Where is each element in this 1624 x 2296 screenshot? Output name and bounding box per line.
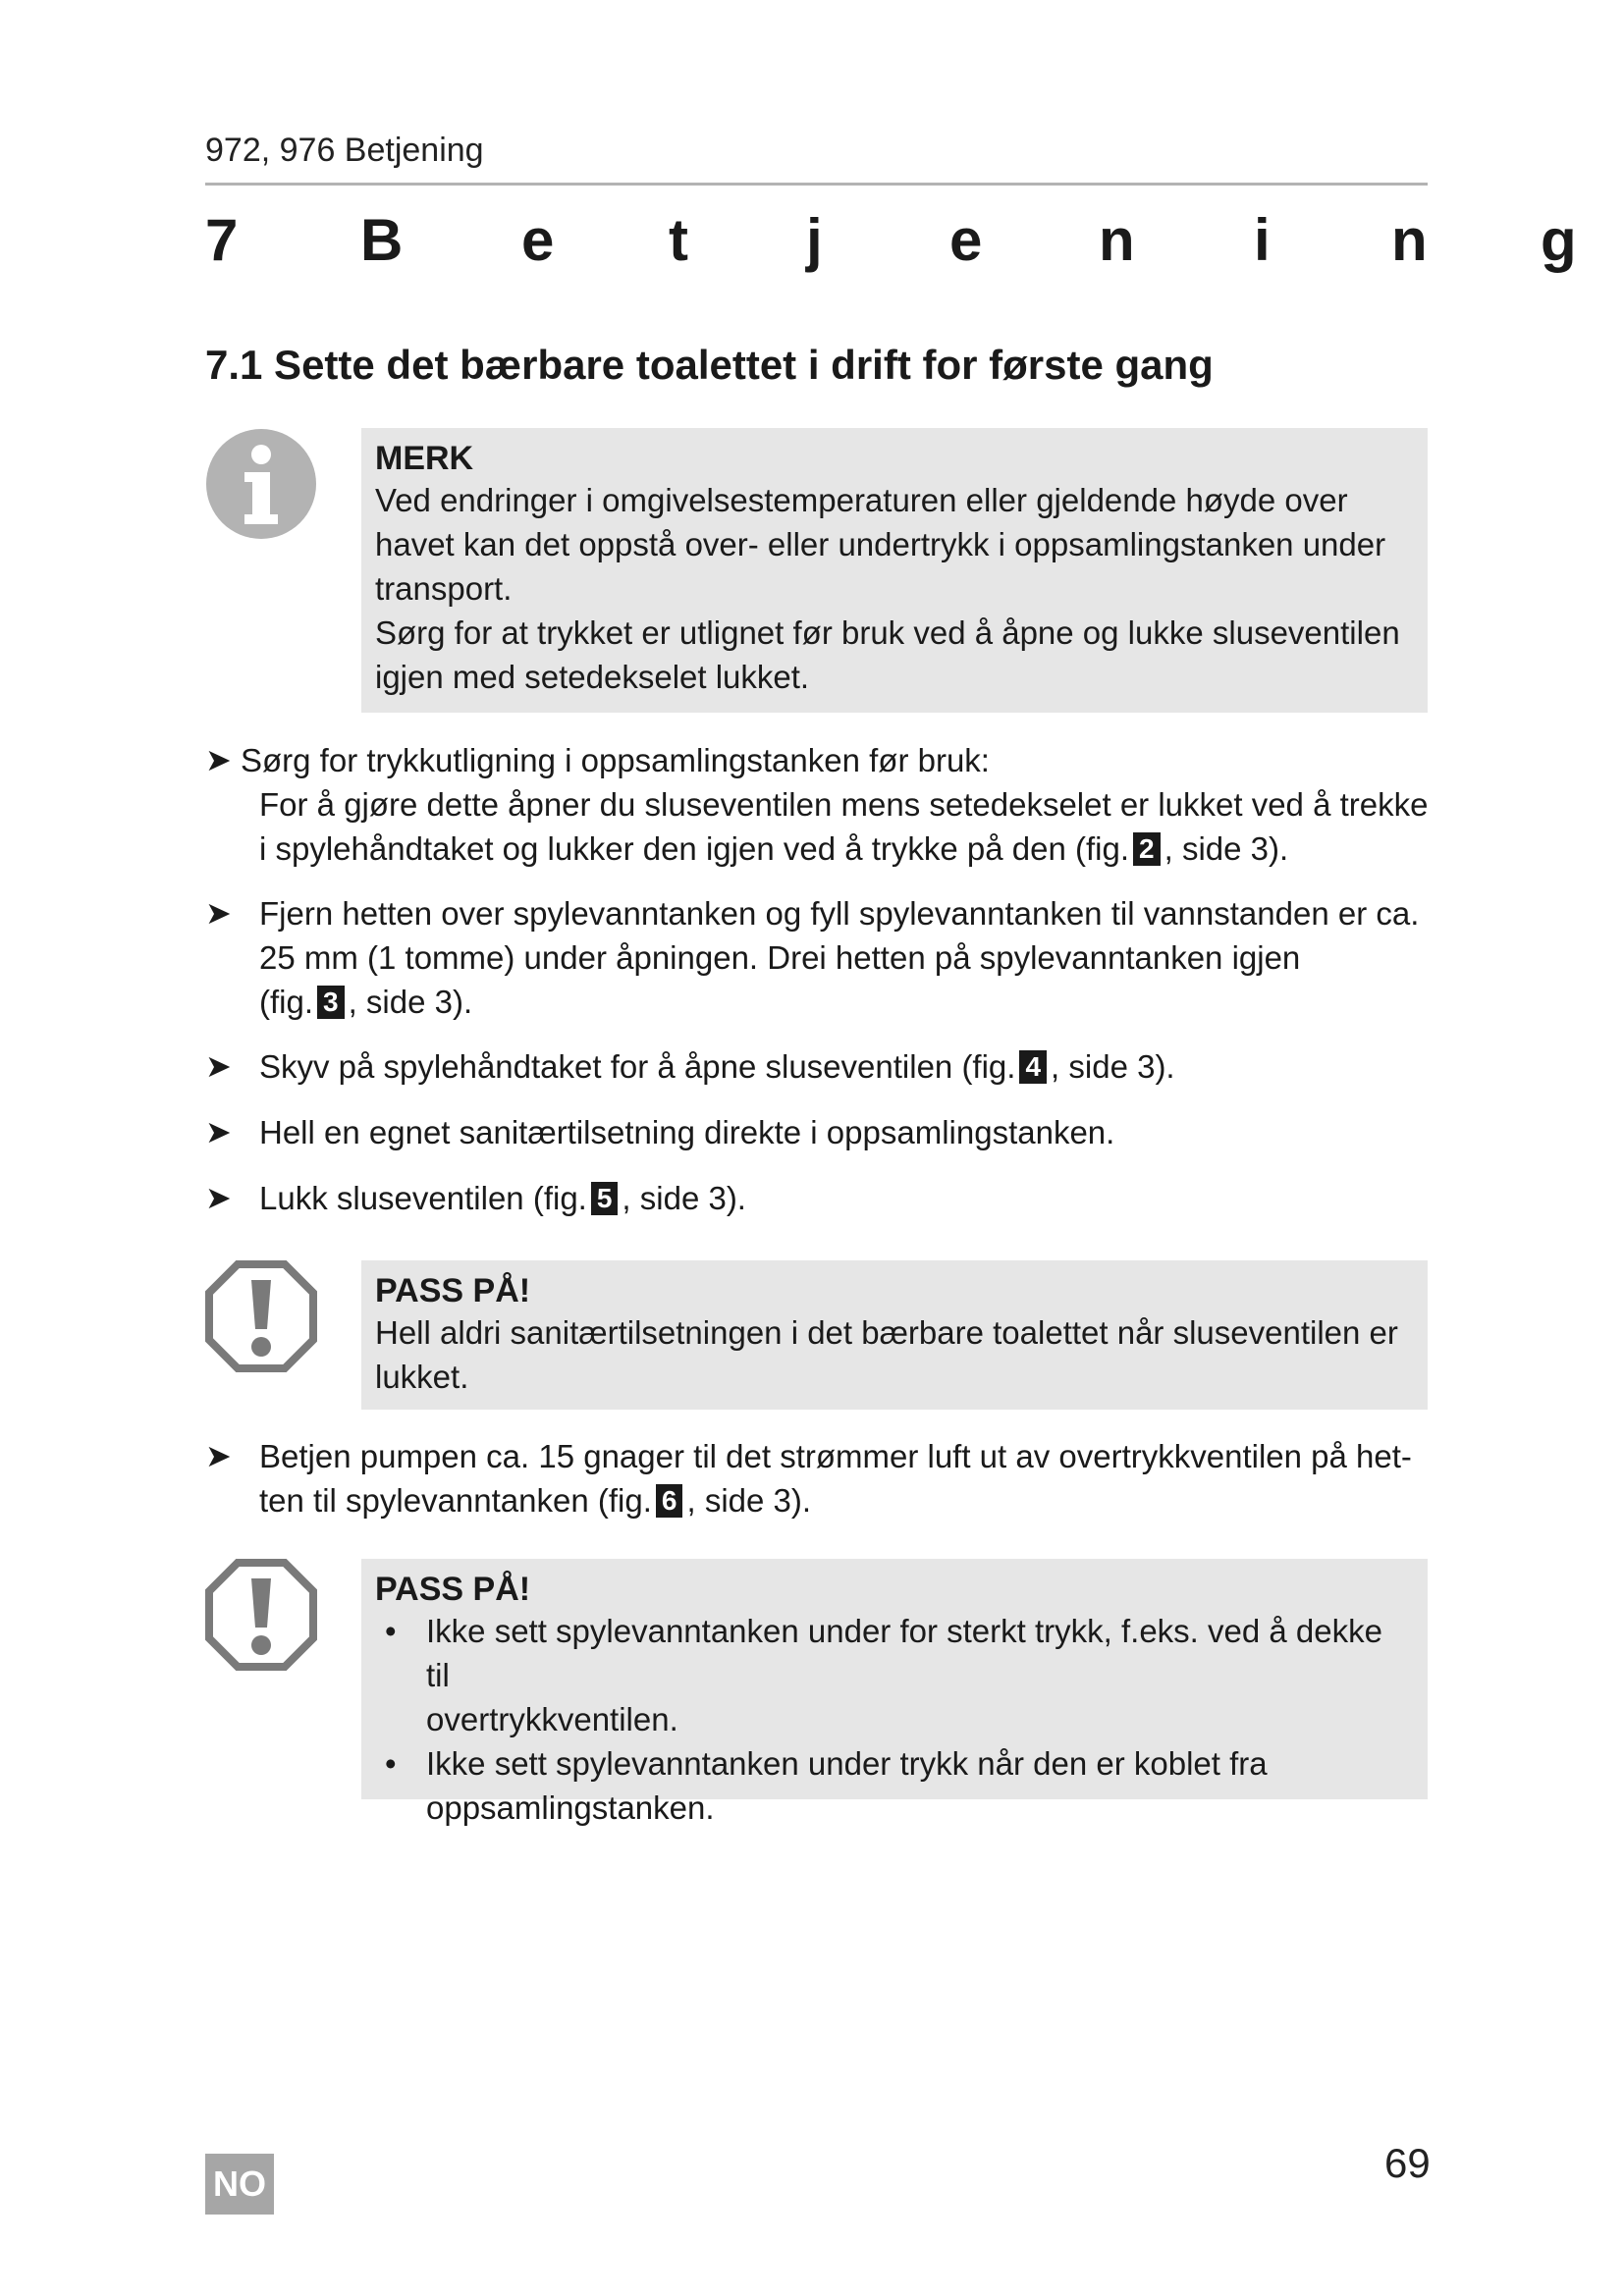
language-badge: NO xyxy=(205,2154,274,2215)
step-text: Sørg for trykkutligning i oppsamlingstanken før bruk: xyxy=(241,742,990,778)
step-text: Fjern hetten over spylevanntanken og fyll spylevanntanken til vannstanden er ca. xyxy=(259,895,1420,932)
step-text-segment: , side 3). xyxy=(1164,830,1289,867)
running-header: 972, 976 Betjening xyxy=(205,132,484,169)
chapter-letter: n xyxy=(1391,207,1428,273)
section-title: 7.1 Sette det bærbare toalettet i drift for første gang xyxy=(205,342,1214,388)
chapter-letter: e xyxy=(521,207,555,273)
figure-ref-badge: 3 xyxy=(317,986,345,1019)
step-text-segment: , side 3). xyxy=(348,984,473,1020)
arrow-icon: ➤ xyxy=(205,895,232,931)
note-line: Ved endringer i omgivelsestemperaturen eller gjeldende høyde over xyxy=(375,482,1348,518)
warning-line: lukket. xyxy=(375,1359,469,1395)
step-item xyxy=(205,1434,1442,1522)
note-line: Sørg for at trykket er utlignet før bruk ved å åpne og lukke sluseventilen xyxy=(375,614,1400,651)
chapter-letter: i xyxy=(1254,207,1271,273)
note-line: havet kan det oppstå over- eller undertrykk i oppsamlingstanken under xyxy=(375,526,1386,562)
step-text xyxy=(259,980,1442,1024)
chapter-letter: j xyxy=(806,207,823,273)
warning-list xyxy=(375,1609,1414,1830)
note-line: transport. xyxy=(375,570,513,607)
chapter-title xyxy=(205,206,1580,275)
step-text: Hell en egnet sanitærtilsetning direkte i oppsamlingstanken. xyxy=(259,1114,1115,1150)
warning-box xyxy=(361,1260,1428,1410)
note-heading: MERK xyxy=(375,440,474,477)
step-text-segment: , side 3). xyxy=(686,1482,812,1519)
step-item xyxy=(205,891,1442,1024)
chapter-title-letters xyxy=(205,206,1580,275)
warning-heading: PASS PÅ! xyxy=(375,1571,531,1608)
arrow-icon: ➤ xyxy=(205,1180,232,1215)
chapter-letter: t xyxy=(669,207,688,273)
step-text-segment: Skyv på spylehåndtaket for å åpne sluseventilen (fig. xyxy=(259,1048,1016,1085)
chapter-number: 7 xyxy=(205,207,239,273)
step-text xyxy=(259,827,1442,871)
figure-ref-badge: 4 xyxy=(1019,1050,1047,1084)
warning-line: • Ikke sett spylevanntanken under trykk når den er koblet fra xyxy=(426,1745,1268,1782)
step-text-segment: Lukk sluseventilen (fig. xyxy=(259,1180,587,1216)
figure-ref-badge: 5 xyxy=(591,1182,619,1215)
header-divider xyxy=(205,183,1428,186)
warning-list-item xyxy=(375,1741,1414,1830)
warning-line: overtrykkventilen. xyxy=(426,1701,678,1737)
warning-text xyxy=(375,1310,1414,1399)
chapter-letter: B xyxy=(360,207,404,273)
step-item xyxy=(205,738,1442,871)
warning-line: • Ikke sett spylevanntanken under for sterkt trykk, f.eks. ved å dekke til xyxy=(426,1613,1382,1693)
step-text-segment: ten til spylevanntanken (fig. xyxy=(259,1482,652,1519)
step-text: For å gjøre dette åpner du sluseventilen mens setedekselet er lukket ved å trekke xyxy=(259,786,1429,823)
warning-line: Hell aldri sanitærtilsetningen i det bærbare toalettet når sluseventilen er xyxy=(375,1314,1398,1351)
chapter-letter: g xyxy=(1541,207,1577,273)
warning-line: oppsamlingstanken. xyxy=(426,1789,715,1826)
note-line: igjen med setedekselet lukket. xyxy=(375,659,810,695)
warning-heading: PASS PÅ! xyxy=(375,1272,531,1309)
warning-icon xyxy=(205,1260,317,1372)
step-text xyxy=(259,1176,1442,1220)
step-text: Betjen pumpen ca. 15 gnager til det strømmer luft ut av overtrykkventilen på het- xyxy=(259,1438,1412,1474)
page-number: 69 xyxy=(1384,2140,1431,2186)
step-text-segment: , side 3). xyxy=(622,1180,746,1216)
step-item xyxy=(205,1044,1442,1089)
step-item xyxy=(205,1110,1442,1154)
arrow-icon: ➤ xyxy=(205,742,232,777)
arrow-icon: ➤ xyxy=(205,1048,232,1084)
chapter-letter: n xyxy=(1099,207,1135,273)
figure-ref-badge: 2 xyxy=(1133,832,1161,866)
arrow-icon: ➤ xyxy=(205,1438,232,1473)
step-item xyxy=(205,1176,1442,1220)
arrow-icon: ➤ xyxy=(205,1114,232,1149)
info-icon xyxy=(205,428,317,540)
step-text xyxy=(259,1044,1442,1089)
warning-list-item xyxy=(375,1609,1414,1741)
step-text-segment: (fig. xyxy=(259,984,314,1020)
warning-box xyxy=(361,1559,1428,1826)
step-text: 25 mm (1 tomme) under åpningen. Drei hetten på spylevanntanken igjen xyxy=(259,939,1301,976)
step-text-segment: , side 3). xyxy=(1051,1048,1175,1085)
step-text-segment: i spylehåndtaket og lukker den igjen ved å trykke på den (fig. xyxy=(259,830,1130,867)
warning-icon xyxy=(205,1559,317,1671)
note-text xyxy=(375,478,1414,699)
step-text xyxy=(259,1478,1442,1522)
chapter-letter: e xyxy=(949,207,983,273)
note-box xyxy=(361,428,1428,713)
figure-ref-badge: 6 xyxy=(656,1484,683,1518)
